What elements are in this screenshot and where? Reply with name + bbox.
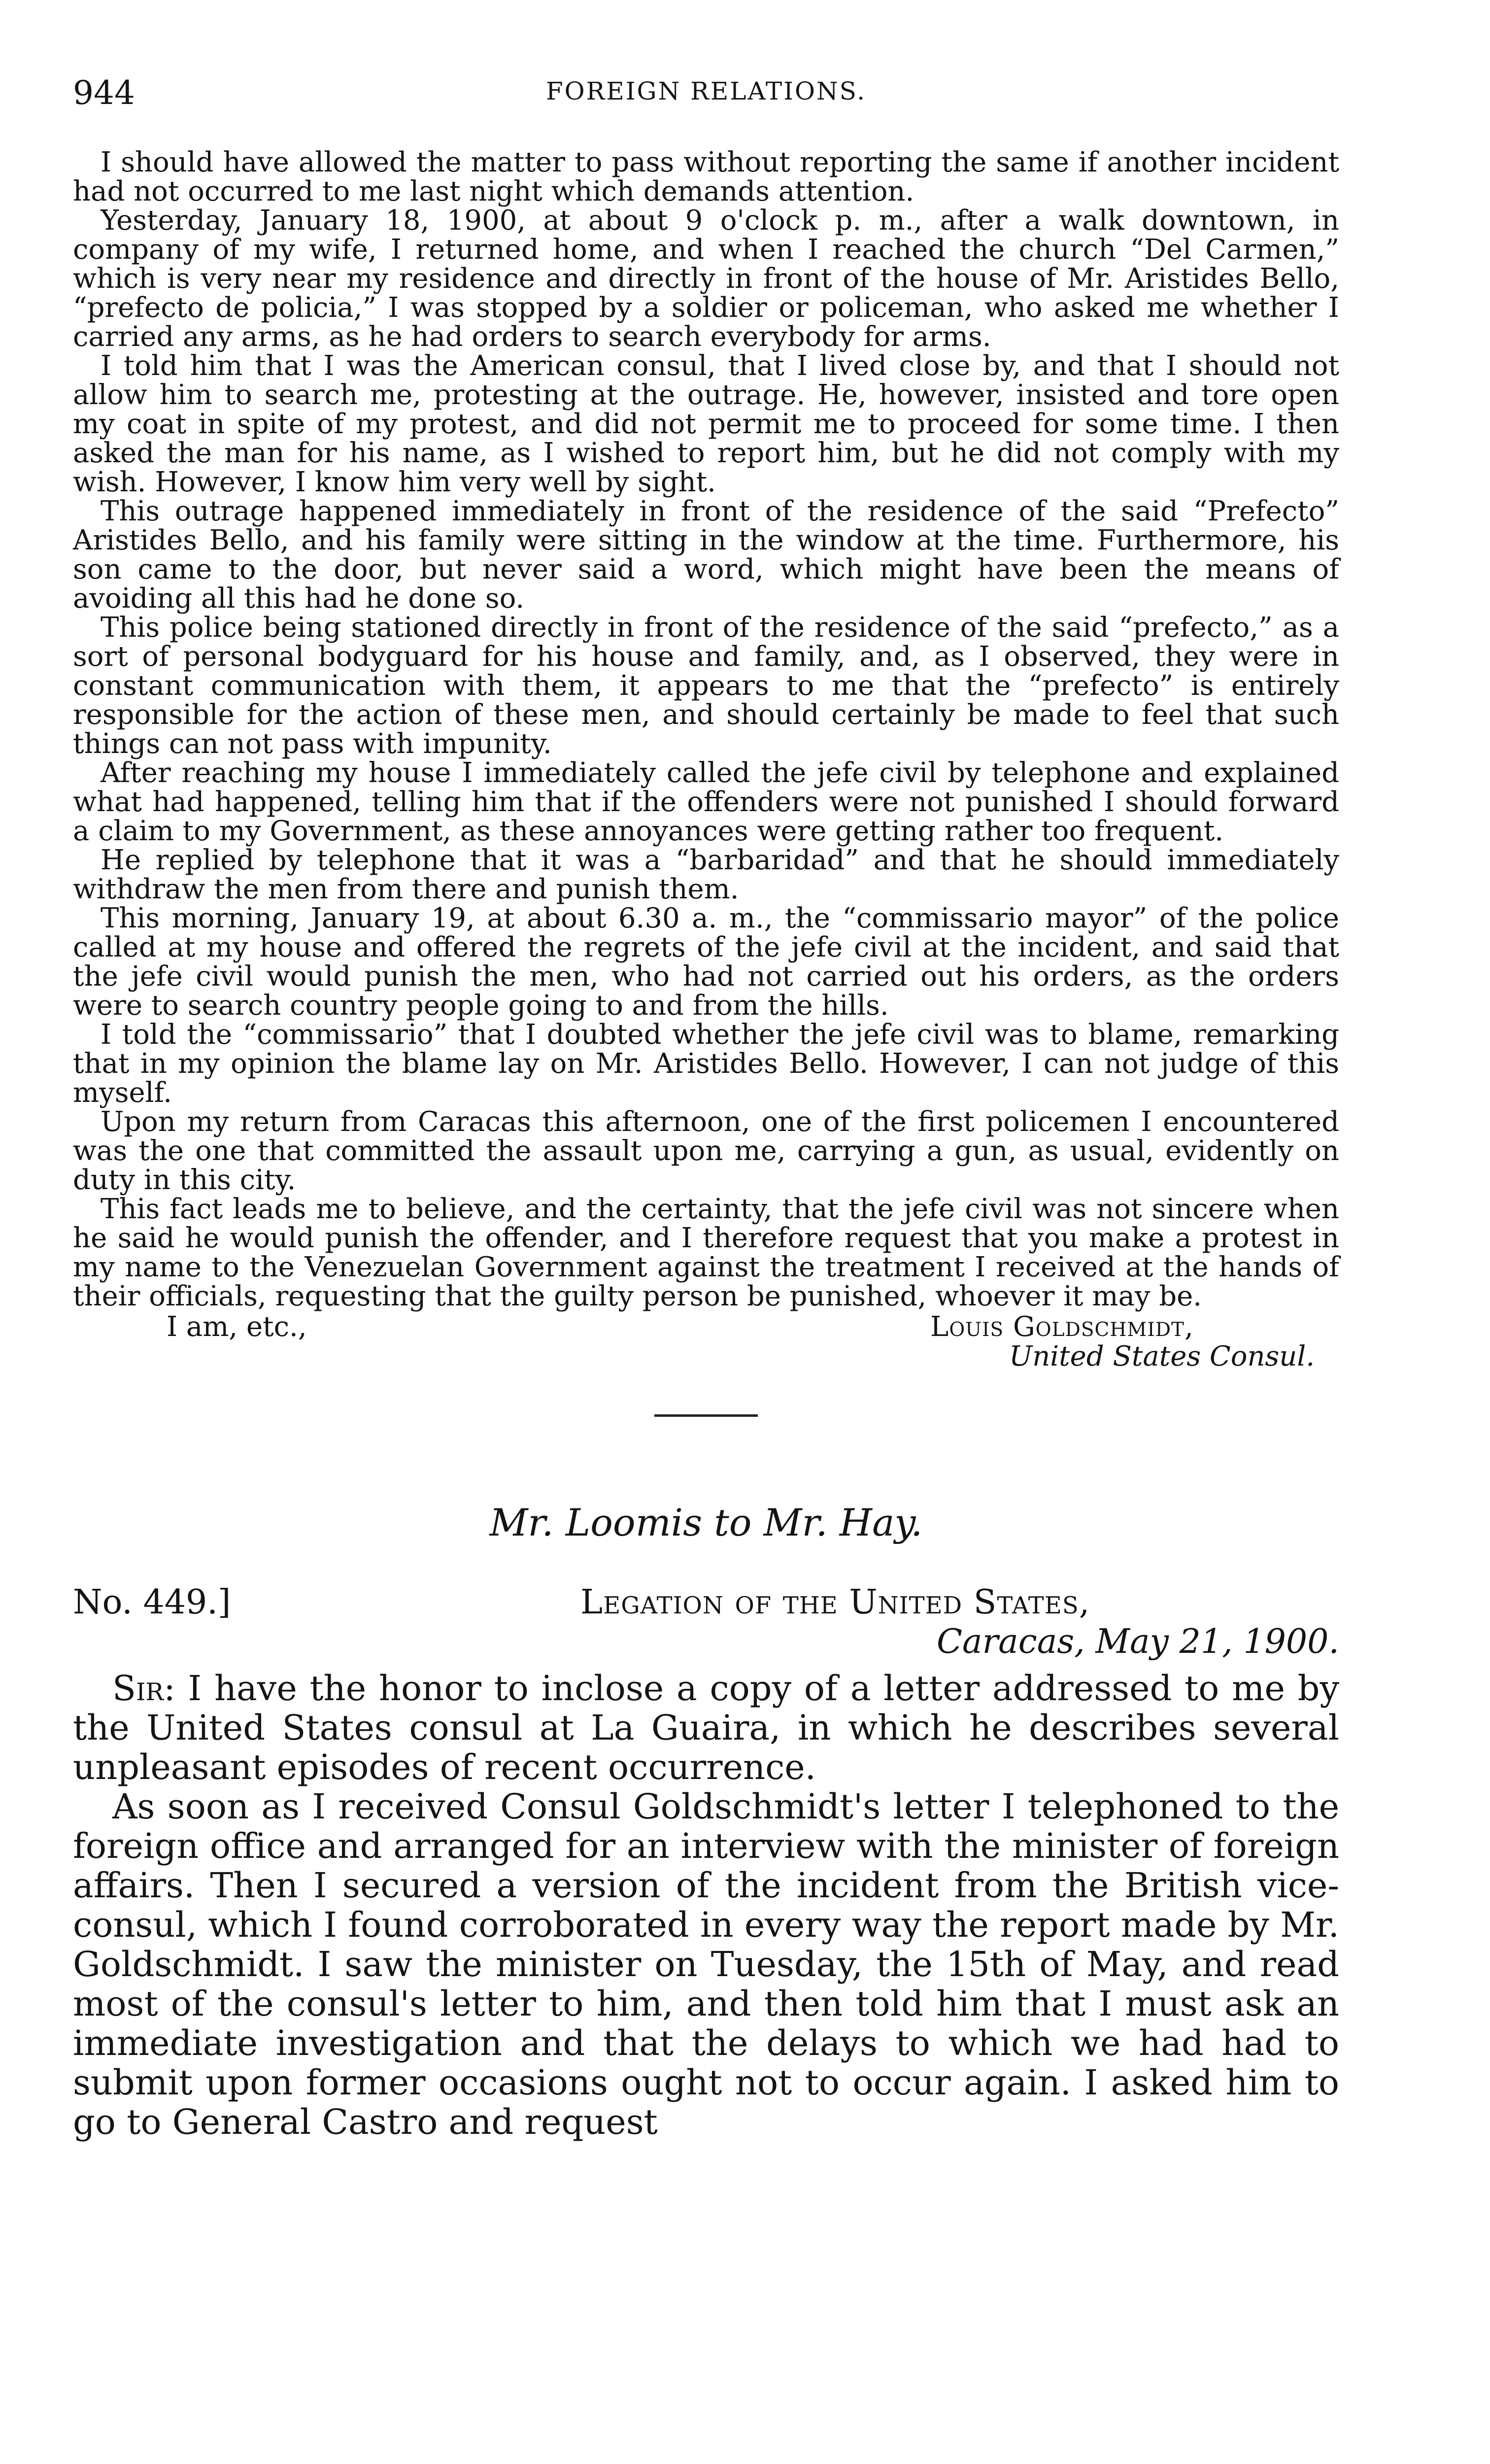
salutation: Sir: <box>112 1668 175 1709</box>
paragraph: This fact leads me to believe, and the certainty, that the jefe civil was not sincere when he said he would punish the offender, and I therefore request that you make a protest in my name to the Venezuelan Government against the treatment I received at the hands of their officials, requesting that the guilty person be punished, whoever it may be. <box>73 1193 1339 1312</box>
document-number: No. 449.] <box>73 1583 231 1622</box>
paragraph: I told the “commissario” that I doubted whether the jefe civil was to blame, remarking that in my opinion the blame lay on Mr. Aristides Bello. However, I can not judge of this myself. <box>73 1019 1339 1109</box>
legation-line: Legation of the United States, <box>580 1583 1090 1622</box>
dateline: Caracas, May 21, 1900. <box>937 1622 1339 1661</box>
paragraph: This morning, January 19, at about 6.30 a. m., the “commissario mayor” of the police called at my house and offered the regrets of the jefe civil at the incident, and said that the jefe civil would punish the men, who had not carried out his orders, as the orders were to search country people going to and from the hills. <box>73 902 1339 1022</box>
section-divider <box>654 1414 758 1417</box>
paragraph <box>73 1669 1339 1787</box>
document-page <box>73 74 1339 2142</box>
letter-heading: Mr. Loomis to Mr. Hay. <box>489 1501 923 1544</box>
paragraph: As soon as I received Consul Goldschmidt's letter I telephoned to the foreign office and arranged for an interview with the minister of foreign affairs. Then I secured a version of the incident from the British vice-consul, which I found corroborated in every way the report made by Mr. Goldschmidt. I saw the minister on Tuesday, the 15th of May, and read most of the consul's letter to him, and then told him that I must ask an immediate investigation and that the delays to which we had had to submit upon former occasions ought not to occur again. I asked him to go to General Castro and request <box>73 1786 1339 2142</box>
closing: I am, etc., <box>167 1311 307 1343</box>
closing-row <box>73 1311 1339 1343</box>
paragraph: I told him that I was the American consul, that I lived close by, and that I should not allow him to search me, protesting at the outrage. He, however, insisted and tore open my coat in spite of my protest, and did not permit me to proceed for some time. I then asked the man for his name, as I wished to report him, but he did not comply with my wish. However, I know him very well by sight. <box>73 350 1339 498</box>
paragraph: This outrage happened immediately in front of the residence of the said “Prefecto” Aristides Bello, and his family were sitting in the window at the time. Furthermore, his son came to the door, but never said a word, which might have been the means of avoiding all this had he done so. <box>73 495 1339 615</box>
letter-header <box>73 1583 1339 1667</box>
paragraph: This police being stationed directly in front of the residence of the said “prefecto,” as a sort of personal bodyguard for his house and family, and, as I observed, they were in constant communication with them, it appears to me that the “prefecto” is entirely responsible for the action of these men, and should certainly be made to feel that such things can not pass with impunity. <box>73 612 1339 760</box>
paragraph: I should have allowed the matter to pass without reporting the same if another incident had not occurred to me last night which demands attention. <box>73 146 1339 207</box>
signature-title-row <box>73 1340 1339 1375</box>
signature-title: United States Consul. <box>1009 1340 1315 1372</box>
paragraph: He replied by telephone that it was a “barbaridad” and that he should immediately withdraw the men from there and punish them. <box>73 844 1339 905</box>
paragraph-text: I have the honor to inclose a copy of a letter addressed to me by the United States consul at La Guaira, in which he describes several unpleasant episodes of recent occurrence. <box>73 1668 1339 1787</box>
signature-name: Louis Goldschmidt, <box>930 1311 1194 1343</box>
running-head <box>73 74 1339 118</box>
legation-letter-body <box>73 1669 1339 2142</box>
running-title: FOREIGN RELATIONS. <box>545 77 867 105</box>
paragraph: Upon my return from Caracas this afternoon, one of the first policemen I encountered was the one that committed the assault upon me, carrying a gun, as usual, evidently on duty in this city. <box>73 1106 1339 1196</box>
consul-letter-body <box>73 148 1339 1311</box>
page-number: 944 <box>73 74 135 112</box>
paragraph: After reaching my house I immediately called the jefe civil by telephone and explained what had happened, telling him that if the offenders were not punished I should forward a claim to my Government, as these annoyances were getting rather too frequent. <box>73 757 1339 847</box>
paragraph: Yesterday, January 18, 1900, at about 9 o'clock p. m., after a walk downtown, in company of my wife, I returned home, and when I reached the church “Del Carmen,” which is very near my residence and directly in front of the house of Mr. Aristides Bello, “prefecto de policia,” I was stopped by a soldier or policeman, who asked me whether I carried any arms, as he had orders to search everybody for arms. <box>73 205 1339 353</box>
